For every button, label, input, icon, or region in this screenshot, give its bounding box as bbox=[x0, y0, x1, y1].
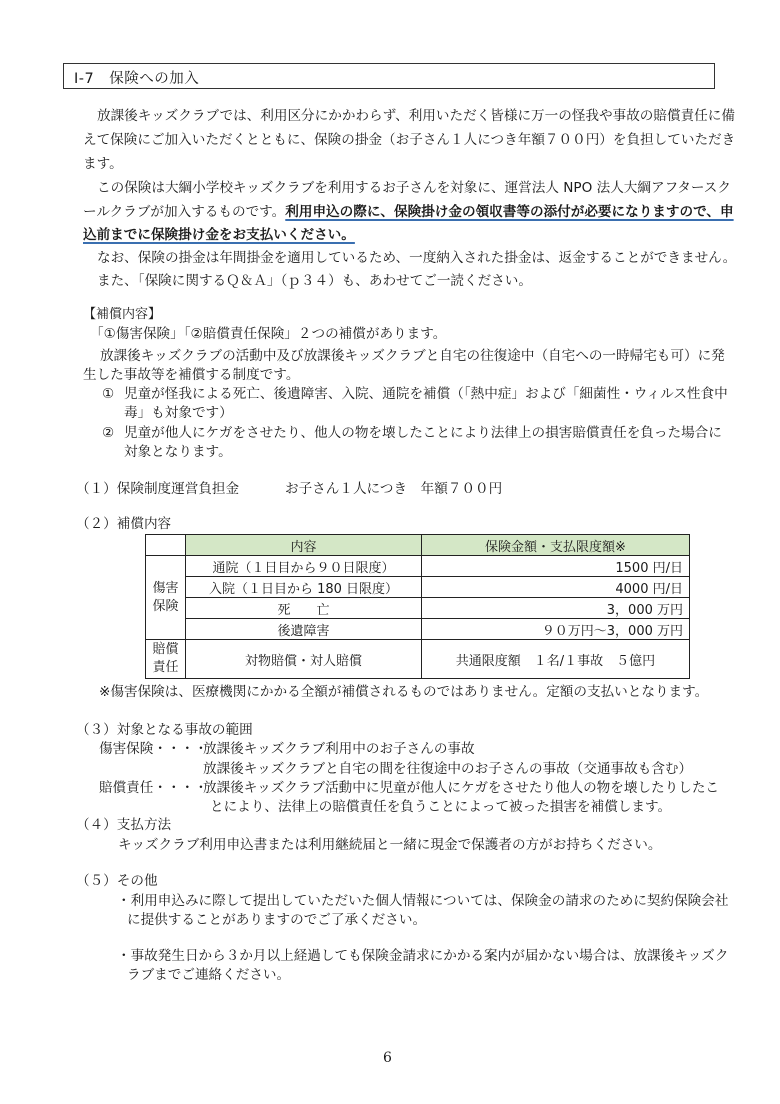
row-content: 後遺障害 bbox=[186, 619, 422, 640]
liability-label: 賠償責任・・・・ bbox=[99, 780, 208, 796]
table-row bbox=[146, 556, 690, 577]
table-header-row bbox=[146, 535, 690, 556]
section1-label: （１）保険制度運営負担金 bbox=[76, 481, 240, 497]
item1-number: ① bbox=[102, 386, 115, 402]
intro-p1-line2: えて保険にご加入いただくとともに、保険の掛金（お子さん１人につき年額７００円）を負担していただき bbox=[83, 132, 736, 148]
item2-number: ② bbox=[102, 425, 115, 441]
injury-line1: 放課後キッズクラブ利用中のお子さんの事故 bbox=[203, 741, 475, 757]
row-amount: 1500 円/日 bbox=[422, 556, 690, 577]
item2-line1: 児童が他人にケガをさせたり、他人の物を壊したことにより法律上の損害賠償責任を負った場合に bbox=[124, 425, 722, 441]
group-injury-insurance: 傷害 保険 bbox=[146, 556, 186, 640]
injury-line2: 放課後キッズクラブと自宅の間を往復途中のお子さんの事故（交通事故も含む） bbox=[203, 761, 693, 777]
row-amount: 3，000 万円 bbox=[422, 598, 690, 619]
liability-line1: 放課後キッズクラブ活動中に児童が他人にケガをさせたり他人の物を壊したりしたこ bbox=[203, 780, 720, 796]
section3-label: （３）対象となる事故の範囲 bbox=[76, 722, 253, 738]
liability-content: 対物賠償・対人賠償 bbox=[186, 640, 422, 679]
section-title: Ⅰ-7 保険への加入 bbox=[74, 71, 200, 87]
table-header-amount: 保険金額・支払限度額※ bbox=[422, 535, 690, 556]
section-header-box bbox=[63, 63, 715, 89]
group-liability: 賠償 責任 bbox=[146, 640, 186, 679]
intro-p1-line1: 放課後キッズクラブでは、利用区分にかかわらず、利用いただく皆様に万一の怪我や事故の賠償責任に備 bbox=[97, 108, 735, 124]
row-amount: 4000 円/日 bbox=[422, 577, 690, 598]
table-row-liability bbox=[146, 640, 690, 679]
table-row bbox=[146, 619, 690, 640]
injury-label: 傷害保険・・・・ bbox=[99, 741, 208, 757]
section5-bullet1-line2: に提供することがありますのでご了承ください。 bbox=[127, 912, 427, 928]
compensation-heading: 【補償内容】 bbox=[83, 307, 162, 322]
section4-text: キッズクラブ利用申込書または利用継続届と一緒に現金で保護者の方がお持ちください。 bbox=[118, 837, 662, 853]
compensation-summary: 「①傷害保険」「②賠償責任保険」２つの補償があります。 bbox=[90, 326, 447, 342]
intro-p2-line2 bbox=[83, 202, 734, 222]
intro-p2-line1: この保険は大綱小学校キッズクラブを利用するお子さんを対象に、運営法人 NPO 法人大綱アフタースク bbox=[97, 180, 731, 196]
intro-p2-emphasis: 利用申込の際に、保険掛け金の領収書等の添付が必要になりますので、申 bbox=[285, 204, 734, 220]
row-amount: ９０万円～3，000 万円 bbox=[422, 619, 690, 640]
row-content: 通院（１日目から９０日限度） bbox=[186, 556, 422, 577]
table-note: ※傷害保険は、医療機関にかかる全額が補償されるものではありません。定額の支払いとなります。 bbox=[99, 684, 709, 700]
table-header-content: 内容 bbox=[186, 535, 422, 556]
item1-line2: 毒」も対象です） bbox=[124, 405, 233, 421]
row-content: 入院（１日目から 180 日限度） bbox=[186, 577, 422, 598]
table-row bbox=[146, 577, 690, 598]
section5-bullet1-line1: ・利用申込みに際して提出していただいた個人情報については、保険金の請求のために契約保険会社 bbox=[117, 893, 729, 909]
table-header-empty bbox=[146, 535, 186, 556]
section2-label: （２）補償内容 bbox=[76, 516, 172, 532]
section5-label: （５）その他 bbox=[76, 873, 158, 889]
page-number: 6 bbox=[383, 1050, 392, 1066]
section4-label: （４）支払方法 bbox=[76, 817, 172, 833]
item2-line2: 対象となります。 bbox=[124, 444, 232, 460]
section5-bullet2-line1: ・事故発生日から３か月以上経過しても保険金請求にかかる案内が届かない場合は、放課後キッズク bbox=[117, 948, 729, 964]
row-content: 死 亡 bbox=[186, 598, 422, 619]
compensation-desc-line1: 放課後キッズクラブの活動中及び放課後キッズクラブと自宅の往復途中（自宅への一時帰宅も可）に発 bbox=[100, 348, 725, 364]
coverage-table bbox=[145, 534, 690, 679]
table-row bbox=[146, 598, 690, 619]
intro-p2-plain: ールクラブが加入するものです。 bbox=[83, 204, 286, 220]
compensation-desc-line2: 生した事故等を補償する制度です。 bbox=[83, 367, 300, 383]
section1-value: お子さん１人につき 年額７００円 bbox=[285, 481, 503, 497]
liability-amount: 共通限度額 １名/１事故 ５億円 bbox=[422, 640, 690, 679]
section5-bullet2-line2: ラブまでご連絡ください。 bbox=[127, 967, 291, 983]
intro-p1-line3: ます。 bbox=[83, 156, 123, 172]
item1-line1: 児童が怪我による死亡、後遺障害、入院、通院を補償（「熱中症」および「細菌性・ウィルス性食中 bbox=[124, 386, 728, 402]
intro-p4: また、「保険に関するＱ＆Ａ」（ｐ３４）も、あわせてご一読ください。 bbox=[97, 273, 532, 289]
intro-p2-emphasis-line3: 込前までに保険掛け金をお支払いください。 bbox=[83, 227, 355, 243]
liability-line2: とにより、法律上の賠償責任を負うことによって被った損害を補償します。 bbox=[210, 799, 672, 815]
intro-p3: なお、保険の掛金は年間掛金を適用しているため、一度納入された掛金は、返金することができません。 bbox=[97, 250, 737, 266]
